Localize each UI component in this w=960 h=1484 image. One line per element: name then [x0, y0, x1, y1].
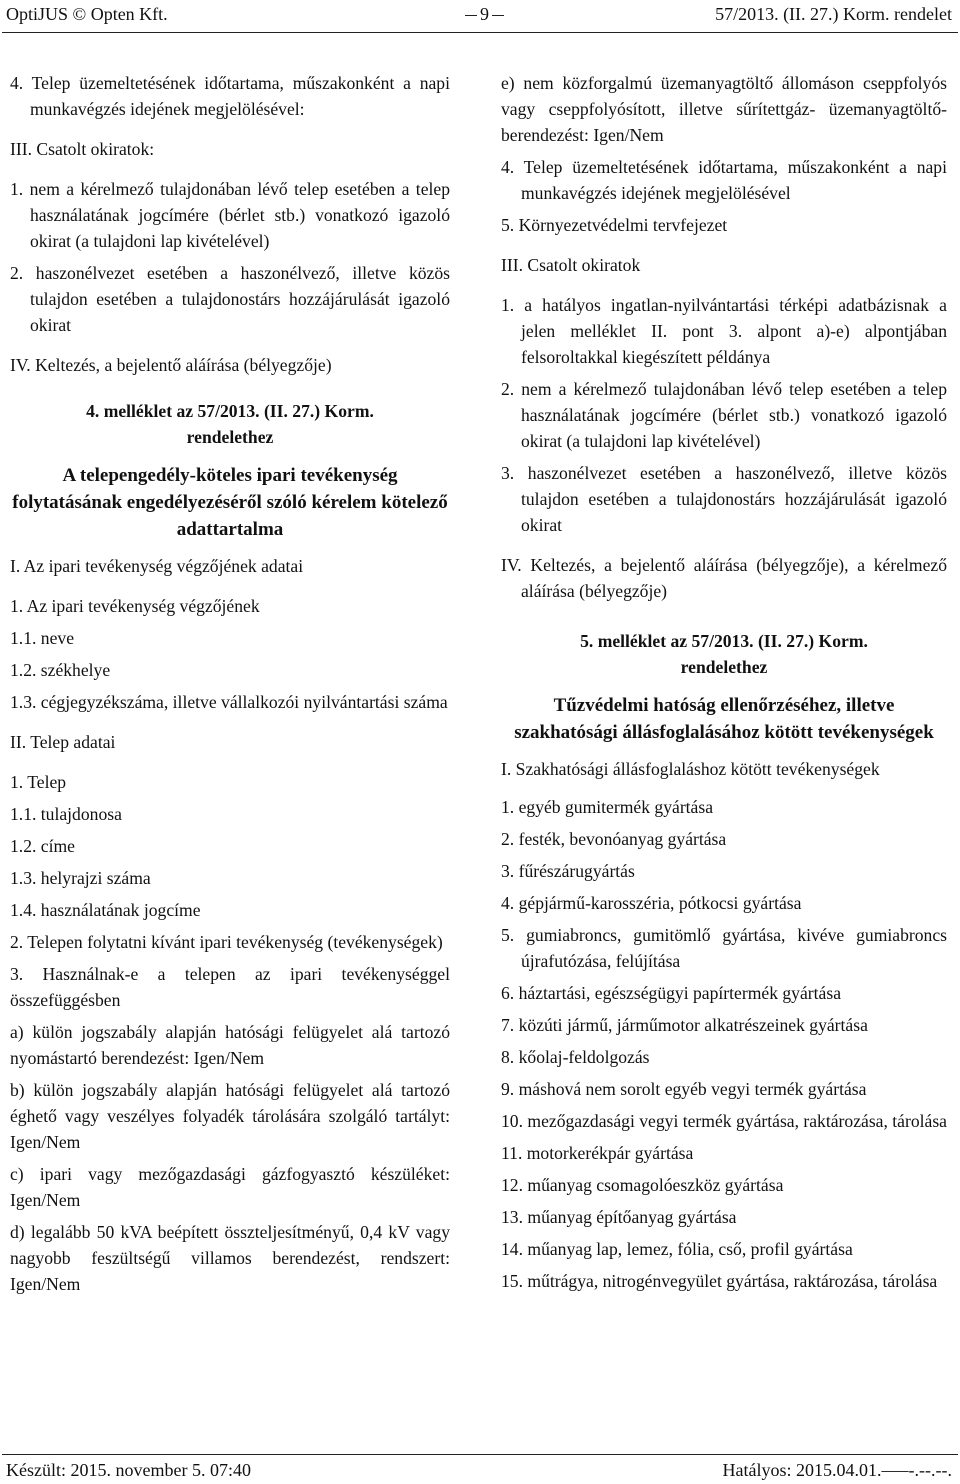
- paragraph: 4. Telep üzemeltetésének időtartama, műszakonként a napi munkavégzés idejének megjelölésével:: [10, 73, 450, 119]
- page-header: [0, 0, 960, 40]
- list-item: 2. festék, bevonóanyag gyártása: [501, 829, 727, 849]
- list-item: b) külön jogszabály alapján hatósági felügyelet alá tartozó éghető vagy veszélyes folyadék tárolására szolgáló tartályt: Igen/Nem: [10, 1080, 450, 1152]
- right-column: [501, 70, 947, 1300]
- section-heading: III. Csatolt okiratok: [501, 255, 641, 275]
- list-item: 9. máshová nem sorolt egyéb vegyi termék gyártása: [501, 1079, 867, 1099]
- section-heading: III. Csatolt okiratok:: [10, 139, 155, 159]
- paragraph: 1. a hatályos ingatlan-nyilvántartási térképi adatbázisnak a jelen melléklet II. pont 3. alpont a)-e) alpontjában felsoroltakkal kiegészített példánya: [501, 295, 947, 367]
- list-item: 1.2. székhelye: [10, 660, 111, 680]
- list-item: c) ipari vagy mezőgazdasági gázfogyasztó készüléket: Igen/Nem: [10, 1164, 450, 1210]
- list-item: 1. egyéb gumitermék gyártása: [501, 797, 714, 817]
- annex-heading-cont: rendelethez: [186, 427, 274, 447]
- list-item: 14. műanyag lap, lemez, fólia, cső, profil gyártása: [501, 1239, 853, 1259]
- list-item: 10. mezőgazdasági vegyi termék gyártása, raktározása, tárolása: [501, 1111, 947, 1131]
- list-item: 8. kőolaj-feldolgozás: [501, 1047, 650, 1067]
- footer-rule: [2, 1454, 958, 1455]
- list-item: 1.3. cégjegyzékszáma, illetve vállalkozói nyilvántartási száma: [10, 692, 448, 712]
- header-publisher: OptiJUS © Opten Kft.: [6, 4, 168, 24]
- paragraph: 2. nem a kérelmező tulajdonában lévő telep esetében a telep használatának jogcímére (bérlet stb.) vonatkozó igazoló okirat (a tulajdoni lap kivételével): [501, 379, 947, 451]
- section-heading: I. Az ipari tevékenység végzőjének adatai: [10, 556, 304, 576]
- annex-heading: 5. melléklet az 57/2013. (II. 27.) Korm.: [580, 631, 868, 651]
- paragraph: 3. haszonélvezet esetében a haszonélvező, illetve közös tulajdon esetében a tulajdonostárs hozzájárulását igazoló okirat: [501, 463, 947, 535]
- list-item: 1.1. neve: [10, 628, 75, 648]
- header-regulation: 57/2013. (II. 27.) Korm. rendelet: [715, 4, 952, 24]
- annex-title: A telepengedély-köteles ipari tevékenység folytatásának engedélyezéséről szóló kérelem kötelező adattartalma: [12, 465, 448, 540]
- section-heading: II. Telep adatai: [10, 732, 116, 752]
- annex-title: Tűzvédelmi hatóság ellenőrzéséhez, illetve szakhatósági állásfoglalásához kötött tevékenységek: [514, 695, 934, 743]
- footer-effective: Hatályos: 2015.04.01.–––-.--.--.: [722, 1460, 952, 1480]
- annex-heading: 4. melléklet az 57/2013. (II. 27.) Korm.: [86, 401, 374, 421]
- list-item: 2. Telepen folytatni kívánt ipari tevékenység (tevékenységek): [10, 932, 443, 952]
- paragraph: 1. nem a kérelmező tulajdonában lévő telep esetében a telep használatának jogcímére (bérlet stb.) vonatkozó igazoló okirat (a tulajdoni lap kivételével): [10, 179, 450, 251]
- list-item: 3. fűrészárugyártás: [501, 861, 635, 881]
- section-heading: IV. Keltezés, a bejelentő aláírása (bélyegzője), a kérelmező aláírása (bélyegzője): [501, 555, 947, 601]
- list-item: 5. gumiabroncs, gumitömlő gyártása, kivéve gumiabroncs újrafutózása, felújítása: [501, 925, 947, 971]
- list-item: 1. Az ipari tevékenység végzőjének: [10, 596, 260, 616]
- list-item: 1.4. használatának jogcíme: [10, 900, 201, 920]
- list-item: a) külön jogszabály alapján hatósági felügyelet alá tartozó nyomástartó berendezést: Igen/Nem: [10, 1022, 450, 1068]
- paragraph: 5. Környezetvédelmi tervfejezet: [501, 215, 728, 235]
- list-item: 1.1. tulajdonosa: [10, 804, 122, 824]
- footer-created: Készült: 2015. november 5. 07:40: [6, 1460, 251, 1480]
- list-item: 11. motorkerékpár gyártása: [501, 1143, 694, 1163]
- list-item: 1.2. címe: [10, 836, 75, 856]
- list-item: 1.3. helyrajzi száma: [10, 868, 151, 888]
- list-item: 4. gépjármű-karosszéria, pótkocsi gyártása: [501, 893, 802, 913]
- paragraph: e) nem közforgalmú üzemanyagtöltő állomáson cseppfolyós vagy cseppfolyósított, illetve sűrítettgáz- üzemanyagtöltő-berendezést: Igen/Nem: [501, 73, 947, 145]
- list-item: 1. Telep: [10, 772, 67, 792]
- activity-list: [501, 794, 947, 1294]
- section-heading: IV. Keltezés, a bejelentő aláírása (bélyegzője): [10, 355, 332, 375]
- paragraph: 4. Telep üzemeltetésének időtartama, műszakonként a napi munkavégzés idejének megjelölésével: [501, 157, 947, 203]
- header-page-number: 9: [462, 4, 507, 25]
- annex-heading-cont: rendelethez: [680, 657, 768, 677]
- list-item: 7. közúti jármű, járműmotor alkatrészeinek gyártása: [501, 1015, 868, 1035]
- list-item: 6. háztartási, egészségügyi papírtermék gyártása: [501, 983, 842, 1003]
- list-item: 15. műtrágya, nitrogénvegyület gyártása, raktározása, tárolása: [501, 1271, 938, 1291]
- list-item: 13. műanyag építőanyag gyártása: [501, 1207, 737, 1227]
- left-column: [10, 70, 450, 1303]
- list-item: 12. műanyag csomagolóeszköz gyártása: [501, 1175, 784, 1195]
- section-heading: I. Szakhatósági állásfoglaláshoz kötött tevékenységek: [501, 759, 880, 779]
- list-item: d) legalább 50 kVA beépített összteljesítményű, 0,4 kV vagy nagyobb feszültségű villamos berendezést, rendszert: Igen/Nem: [10, 1222, 450, 1294]
- paragraph: 2. haszonélvezet esetében a haszonélvező, illetve közös tulajdon esetében a tulajdonostárs hozzájárulását igazoló okirat: [10, 263, 450, 335]
- list-item: 3. Használnak-e a telepen az ipari tevékenységgel összefüggésben: [10, 964, 450, 1010]
- header-rule: [2, 32, 958, 33]
